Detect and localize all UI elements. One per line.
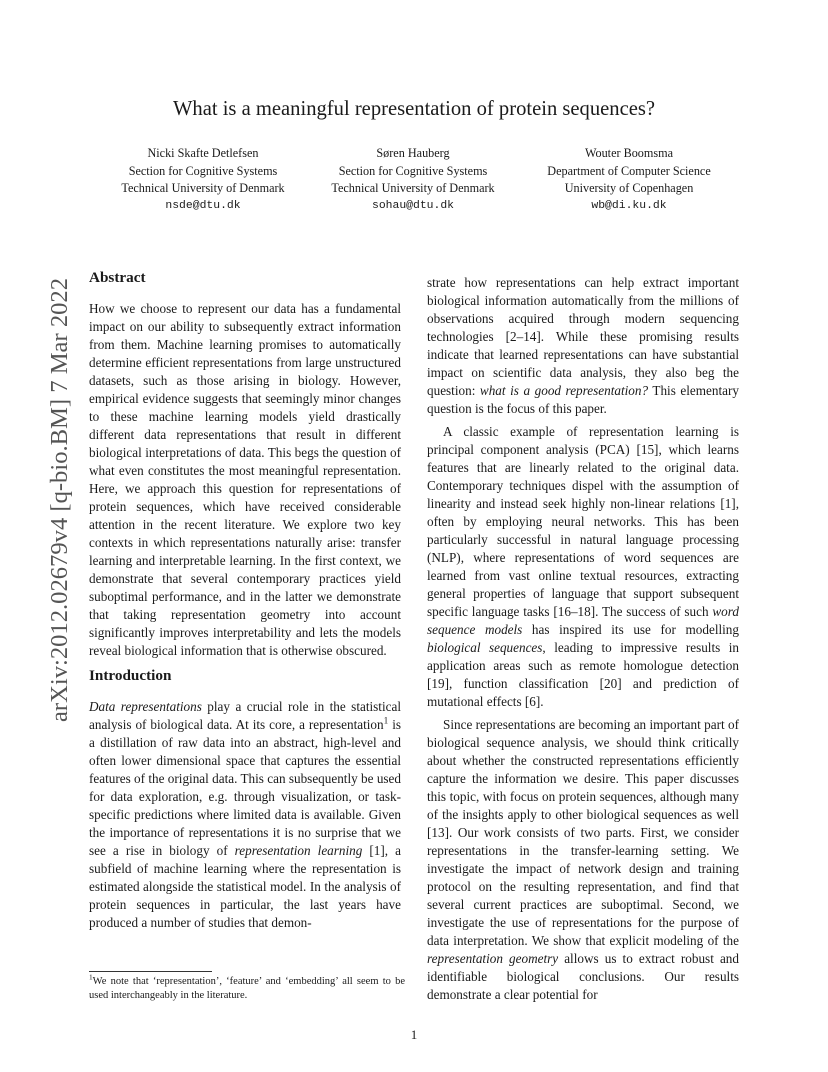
footnote-text: We note that ‘representation’, ‘feature’ and ‘embedding’ all seem to be used interchangeably in the literature. — [89, 976, 405, 1001]
author-name: Wouter Boomsma — [584, 146, 674, 160]
emphasis: what is a good representation? — [479, 383, 649, 398]
intro-paragraph-2: A classic example of representation learning is principal component analysis (PCA) [15], which learns features that are linearly related to the original data. Contemporary techniques dispel with the assumption of linearity and instead seek highly non-linear relations [1], often by employing neural networks. This has been particularly successful in natural language processing (NLP), where representations of word sequences are learned from vast online textual resources, extracting general properties of language that support subsequent specific language tasks [16–18]. The success of such word sequence models has inspired its use for modelling biological sequences, leading to impressive results in application areas such as remote homologue detection [19], function classification [20] and prediction of mutational effects [6]. — [427, 424, 739, 709]
emphasis: representation learning — [234, 843, 363, 858]
author-institution: University of Copenhagen — [564, 181, 694, 196]
footnote-rule — [89, 971, 212, 972]
author-email: sohau@dtu.dk — [371, 199, 455, 212]
page-number: 1 — [410, 1027, 418, 1042]
author-name: Nicki Skafte Detlefsen — [147, 146, 259, 160]
emphasis: word sequence models — [427, 604, 739, 637]
author-3 — [514, 145, 744, 215]
author-institution: Technical University of Denmark — [331, 181, 495, 196]
intro-paragraph-1: Data representations play a crucial role in the statistical analysis of biological data. At its core, a representation$^1$ is a distillation of raw data into an abstract, high-level and often lower dimensional space that captures the essential features of the original data. This can subsequently be used for data exploration, e.g. through visualization, or task-specific predictions where limited data is available. Given the importance of representations it is no surprise that we see a rise in biology of representation learning [1], a subfield of machine learning where the representation is estimated alongside the statistical model. In the analysis of protein sequences in particular, the last years have produced a number of studies that demon- — [89, 699, 401, 930]
author-dept: Department of Computer Science — [547, 163, 711, 178]
arxiv-stamp — [40, 277, 80, 723]
footnote — [89, 972, 405, 1003]
right-column — [427, 274, 739, 1004]
author-email: wb@di.ku.dk — [591, 199, 667, 212]
author-1 — [88, 145, 318, 215]
footnote-marker[interactable]: 1 — [383, 715, 389, 726]
author-email: nsde@dtu.dk — [165, 199, 241, 212]
author-name: Søren Hauberg — [376, 146, 450, 160]
footnote-mark: 1 — [89, 972, 93, 982]
intro-paragraph-3: Since representations are becoming an important part of biological sequence analysis, we should think critically about whether the constructed representations efficiently capture the information we desire. This paper discusses this topic, with focus on protein sequences, although many of the insights apply to other biological sequences as well [13]. Our work consists of two parts. First, we consider representations in the transfer-learning setting. We investigate the impact of network design and training protocol on the resulting representation, and find that several current practices are suboptimal. Second, we investigate the use of representations for the purpose of data interpretation. We show that explicit modeling of the representation geometry allows us to extract robust and identifiable biological conclusions. Our results demonstrate a clear potential for — [427, 717, 739, 1002]
emphasis: representation geometry — [427, 951, 559, 966]
abstract-heading: Abstract — [89, 269, 146, 286]
paper-title: What is a meaningful representation of protein sequences? — [172, 98, 656, 120]
introduction-heading: Introduction — [89, 667, 172, 684]
intro-paragraph-1-continued: strate how representations can help extract important biological information automatically from the millions of observations acquired through modern sequencing technologies [2–14]. While these promising results indicate that learned representations can have substantial impact on scientific data analysis, they also beg the question: what is a good representation? This elementary question is the focus of this paper. — [427, 275, 739, 416]
author-institution: Technical University of Denmark — [121, 181, 285, 196]
emphasis: Data representations — [89, 699, 202, 714]
author-dept: Section for Cognitive Systems — [128, 163, 278, 178]
author-dept: Section for Cognitive Systems — [338, 163, 488, 178]
arxiv-id: arXiv:2012.02679v4 [q-bio.BM] 7 Mar 2022 — [46, 277, 73, 723]
author-2 — [298, 145, 528, 215]
left-column — [89, 268, 401, 932]
abstract-text: How we choose to represent our data has a fundamental impact on our ability to subsequently extract information from them. Machine learning promises to automatically determine efficient representations from large unstructured datasets, such as those arising in biology. However, empirical evidence suggests that seemingly minor changes to these machine learning models yield drastically different data representations that result in different biological interpretations of data. This begs the question of what even constitutes the most meaningful representation. Here, we approach this question for representations of protein sequences, which have received considerable attention in the recent literature. We explore two key contexts in which representations naturally arise: transfer learning and interpretable learning. In the first context, we demonstrate that several contemporary practices yield suboptimal performance, and in the latter we demonstrate that taking representation geometry into account significantly improves interpretability and lets the models reveal biological information that is otherwise obscured. — [89, 301, 401, 658]
emphasis: biological sequences — [427, 640, 543, 655]
